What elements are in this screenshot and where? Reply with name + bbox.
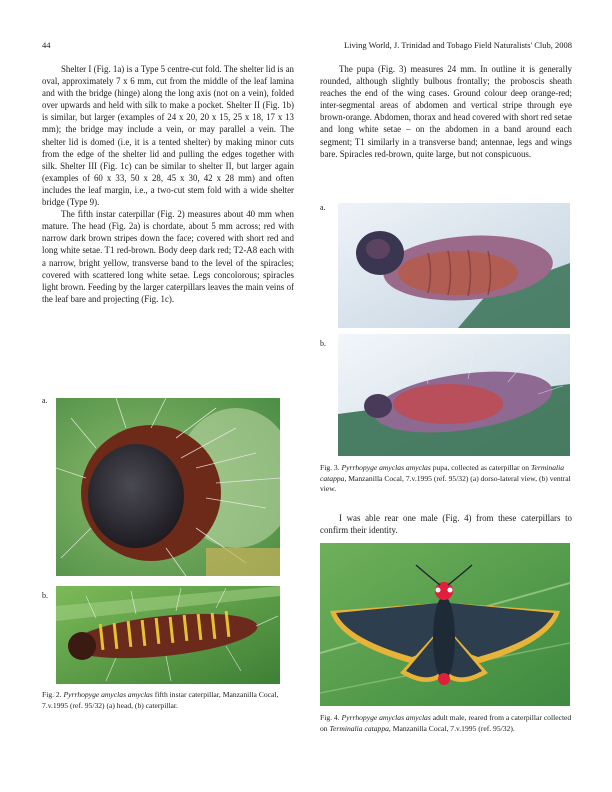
fig2-caption-text: fifth instar caterpillar, Manzanilla Cocal, 7.v.1995 (ref. 95/32) (a) head, (b) caterpillar. — [42, 690, 279, 710]
left-column-text — [42, 63, 294, 305]
running-head: Living World, J. Trinidad and Tobago Field Naturalists' Club, 2008 — [343, 40, 572, 50]
fig4-caption-mid: adult male, reared from a caterpillar collected on — [320, 713, 572, 733]
fig2b-caterpillar-photo — [56, 586, 280, 684]
fig4-caption-plant: Terminalia catappa — [329, 723, 389, 733]
fig3-caption — [320, 463, 572, 495]
fig2a-label: a. — [42, 396, 48, 405]
paragraph-caterpillar: The fifth instar caterpillar (Fig. 2) measures about 40 mm when mature. The head (Fig. 2a) is chordate, about 5 mm across; red with narrow dark brown stripes down the face; covered with short red and long white setae. T1 red-brown. Body deep dark red; T2-A8 each with a narrow, bright yellow, transverse band to the level of the spiracles; covered with scattered long white setae. Legs concolorous; spiracles light brown. Feeding by the larger caterpillars leaves the main veins of the leaf bare and projecting (Fig. 1c). — [42, 209, 294, 304]
fig2-caption-prefix: Fig. 2. — [42, 690, 64, 699]
fig4-adult-butterfly-photo — [320, 543, 570, 706]
fig3-caption-mid: pupa, collected as caterpillar on — [430, 463, 531, 472]
fig2b-label: b. — [42, 591, 48, 600]
fig3-caption-prefix: Fig. 3. — [320, 463, 342, 472]
paragraph-pupa: The pupa (Fig. 3) measures 24 mm. In outline it is generally rounded, although slightly bulbous frontally; the proboscis sheath reaches the end of the wing cases. Ground colour deep orange-red; inter-segmental areas of abdomen and vertical stripe through eye brown-orange. Abdomen, thorax and head covered with short red setae and long white setae – on the abdomen in a band around each segment; T1 similarly in a transverse band; antennae, legs and wings bare. Spiracles red-brown, quite large, but not conspicuous. — [320, 64, 572, 159]
fig2-caption — [42, 690, 294, 711]
right-column-text — [320, 63, 572, 160]
fig4-caption — [320, 713, 572, 734]
fig3a-pupa-dorsal-photo — [338, 203, 570, 328]
fig4-caption-species: Pyrrhopyge amyclas amyclas — [341, 713, 431, 722]
fig3-caption-plant: Terminalia catappa — [320, 463, 565, 483]
fig2a-caterpillar-head-photo — [56, 398, 280, 576]
fig3-caption-species: Pyrrhopyge amyclas amyclas — [341, 463, 431, 472]
fig3-caption-text: , Manzanilla Cocal, 7.v.1995 (ref. 95/32) (a) dorso-lateral view, (b) ventral view. — [320, 473, 571, 494]
fig3a-label: a. — [320, 203, 326, 212]
fig4-caption-text: , Manzanilla Cocal, 7.v.1995 (ref. 95/32). — [388, 723, 515, 733]
fig3b-label: b. — [320, 339, 326, 348]
fig4-caption-prefix: Fig. 4. — [320, 713, 342, 722]
page-number: 44 — [42, 40, 51, 50]
fig3b-pupa-ventral-photo — [338, 334, 570, 456]
fig2-caption-species: Pyrrhopyge amyclas amyclas — [63, 690, 153, 699]
paragraph-shelters: Shelter I (Fig. 1a) is a Type 5 centre-cut fold. The shelter lid is an oval, approximately 7 x 6 mm, cut from the middle of the leaf lamina and with the bridge (hinge) along the long axis (not on a vein), folded over upwards and held with silk to make a pocket. Shelter II (Fig. 1b) is similar, but larger (examples of 24 x 20, 20 x 15, 25 x 18, 17 x 13 mm); the bridge may include a vein, or may parallel a vein. The shelter lid is domed (i.e, it is a tented shelter) by making minor cuts from the edge of the shelter lid and pulling the edges together with silk. Shelter III (Fig. 1c) can be similar to shelter II, but larger again (examples of 60 x 33, 50 x 28, 45 x 30, 42 x 28 mm) and often includes the leaf margin, i.e., a two-cut stem fold with a wide shelter bridge (Type 9). — [42, 64, 294, 208]
paragraph-adult: I was able rear one male (Fig. 4) from these caterpillars to confirm their identity. — [320, 513, 572, 536]
